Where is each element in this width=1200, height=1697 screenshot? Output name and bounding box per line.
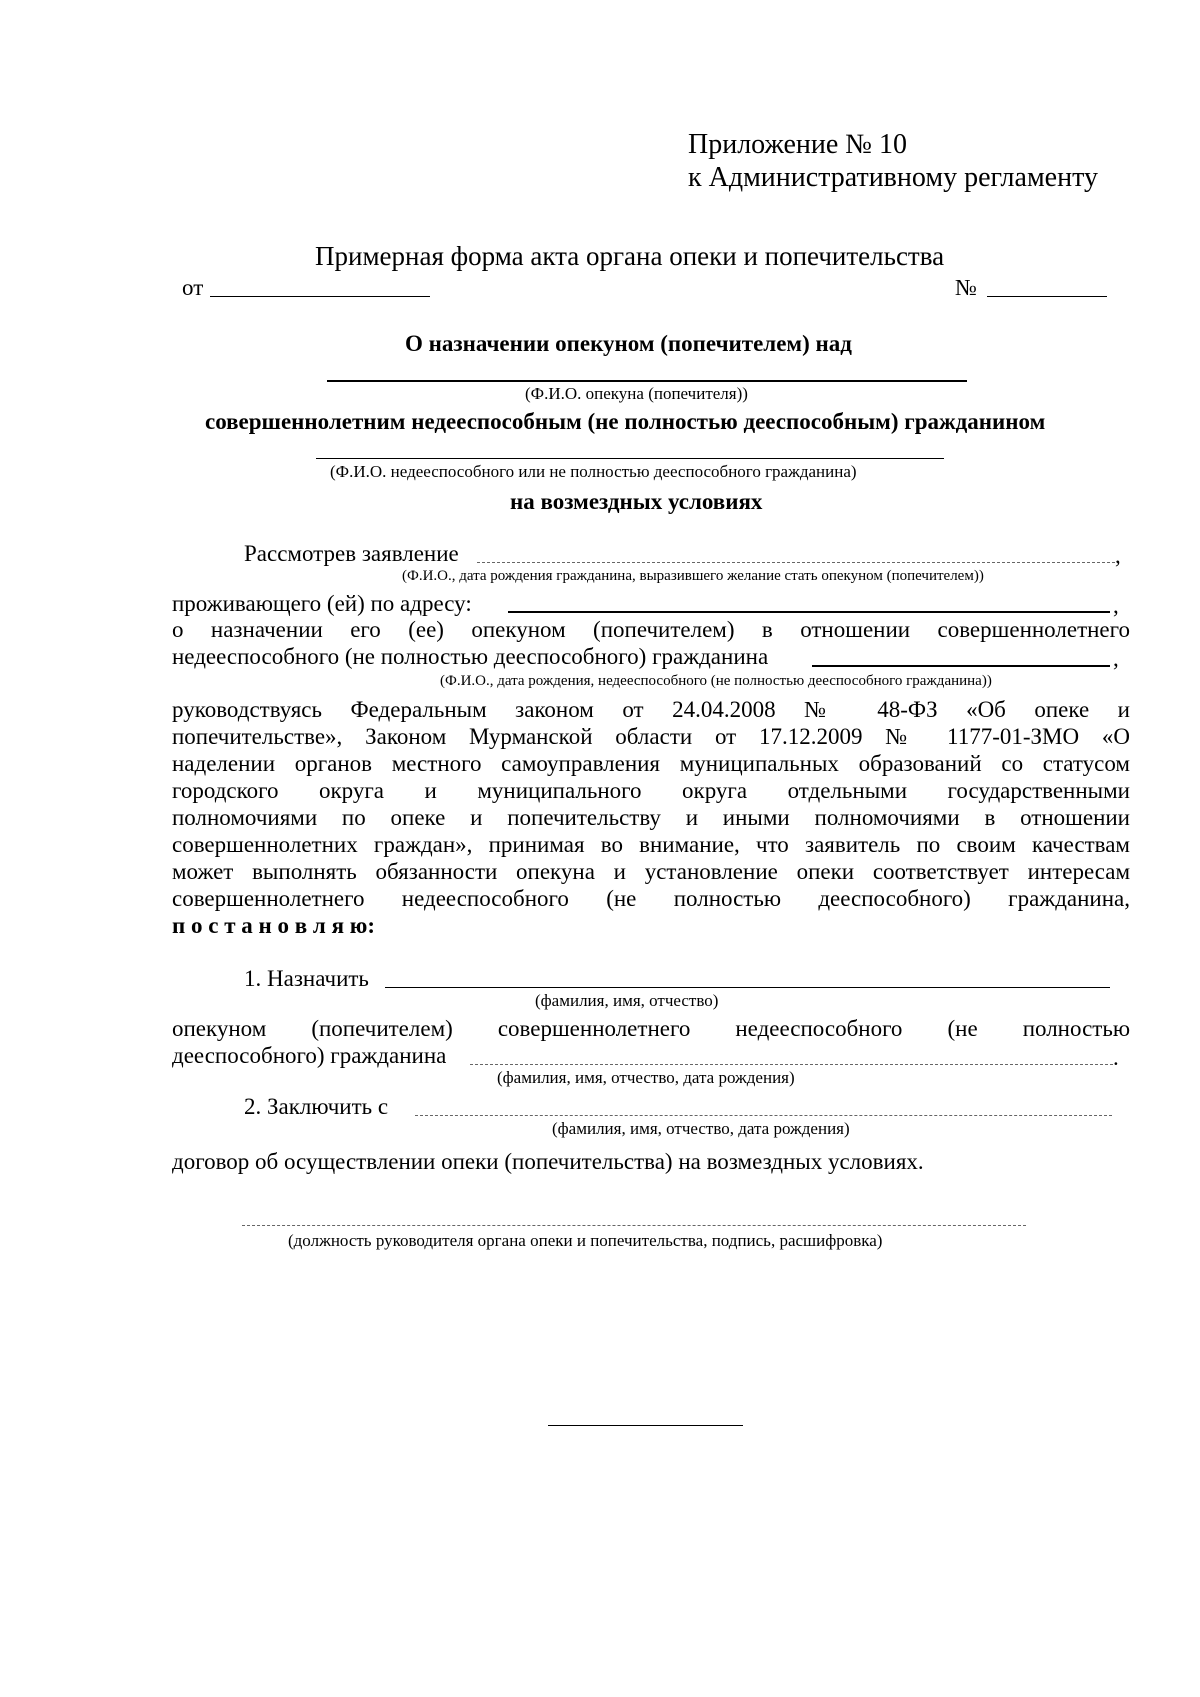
residing-label: проживающего (ей) по адресу: xyxy=(172,591,472,616)
citizen-line: недееспособного (не полностью дееспособного) гражданина xyxy=(172,644,769,669)
annex-number: Приложение № 10 xyxy=(688,129,907,160)
signature-caption: (должность руководителя органа опеки и попечительства, подпись, расшифровка) xyxy=(288,1231,883,1250)
para-line: может выполнять обязанности опекуна и установление опеки соответствует интересам xyxy=(172,859,1130,884)
caption-fio: (фамилия, имя, отчество) xyxy=(535,991,719,1010)
applicant-field[interactable] xyxy=(477,562,1115,563)
date-field[interactable] xyxy=(210,296,430,297)
resolve-word: п о с т а н о в л я ю: xyxy=(172,913,376,938)
appoint-line: о назначении его (ее) опекуном (попечителем) в отношении совершеннолетнего xyxy=(172,617,1130,642)
caption-ward: (Ф.И.О. недееспособного или не полностью дееспособного гражданина) xyxy=(330,462,857,481)
item2-line2: договор об осуществлении опеки (попечительства) на возмездных условиях. xyxy=(172,1149,924,1174)
para-line: руководствуясь Федеральным законом от 24.04.2008 № 48-ФЗ «Об опеке и xyxy=(172,697,1130,722)
annex-reference: к Административному регламенту xyxy=(688,162,1098,193)
para-line: наделении органов местного самоуправления муниципальных образований со статусом xyxy=(172,751,1130,776)
caption-citizen: (Ф.И.О., дата рождения, недееспособного (не полностью дееспособного гражданина)) xyxy=(440,673,992,689)
date-prefix: от xyxy=(182,275,204,300)
signature-field[interactable] xyxy=(242,1225,1026,1226)
guardian-name-field[interactable] xyxy=(327,380,967,382)
para-line: полномочиями по опеке и попечительству и иными полномочиями в отношении xyxy=(172,805,1130,830)
act-title-line1: О назначении опекуном (попечителем) над xyxy=(405,331,852,356)
para-line: городского округа и муниципального округа отдельными государственными xyxy=(172,778,1130,803)
contract-party-field[interactable] xyxy=(415,1115,1112,1116)
para-line: совершеннолетнего недееспособного (не полностью дееспособного) гражданина, xyxy=(172,886,1130,911)
address-field[interactable] xyxy=(508,611,1110,613)
para-line: совершеннолетних граждан», принимая во внимание, что заявитель по своим качествам xyxy=(172,832,1130,857)
bottom-separator xyxy=(548,1425,743,1426)
appointee-field[interactable] xyxy=(385,987,1110,988)
caption-applicant: (Ф.И.О., дата рождения гражданина, выразившего желание стать опекуном (попечителем)) xyxy=(402,568,984,584)
act-title-line2: совершеннолетним недееспособным (не полностью дееспособным) гражданином xyxy=(205,409,1046,434)
considering-label: Рассмотрев заявление xyxy=(244,541,459,566)
caption-fio-dob2: (фамилия, имя, отчество, дата рождения) xyxy=(552,1119,850,1138)
comma: , xyxy=(1113,646,1119,671)
citizen-field[interactable] xyxy=(812,665,1110,667)
para-line: попечительстве», Законом Мурманской области от 17.12.2009 № 1177-01-ЗМО «О xyxy=(172,724,1130,749)
caption-fio-dob: (фамилия, имя, отчество, дата рождения) xyxy=(497,1068,795,1087)
number-prefix: № xyxy=(955,275,977,300)
item1-label: 1. Назначить xyxy=(244,966,369,991)
act-title-line3: на возмездных условиях xyxy=(510,489,763,514)
number-field[interactable] xyxy=(987,296,1107,297)
comma: , xyxy=(1113,593,1119,618)
form-title: Примерная форма акта органа опеки и попечительства xyxy=(315,241,945,271)
item1-line3: дееспособного) гражданина xyxy=(172,1043,447,1068)
item1-line2: опекуном (попечителем) совершеннолетнего недееспособного (не полностью xyxy=(172,1016,1130,1041)
period: . xyxy=(1113,1045,1119,1070)
item2-label: 2. Заключить с xyxy=(244,1094,389,1119)
caption-guardian: (Ф.И.О. опекуна (попечителя)) xyxy=(525,384,748,403)
comma: , xyxy=(1115,543,1121,568)
ward-fio-field[interactable] xyxy=(470,1064,1113,1065)
ward-name-field[interactable] xyxy=(316,458,944,459)
